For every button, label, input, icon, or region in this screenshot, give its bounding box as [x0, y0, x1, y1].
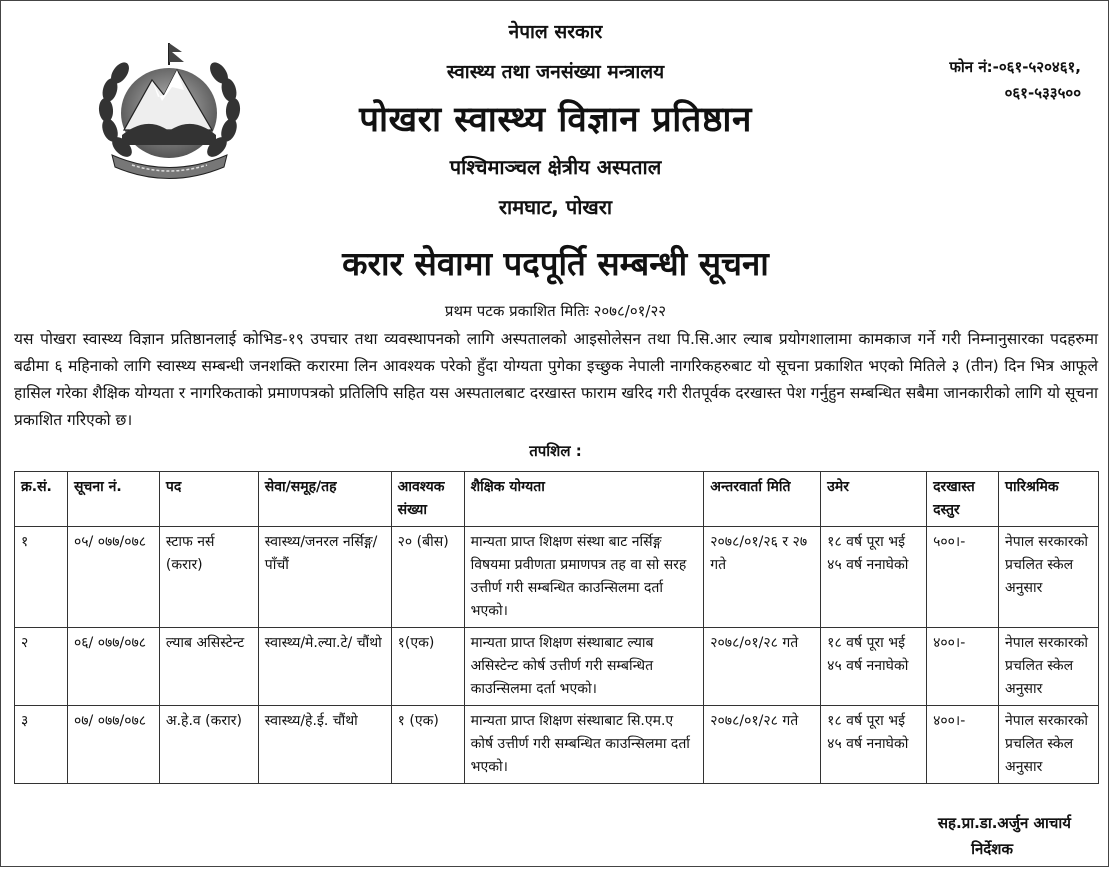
vacancy-table: [14, 471, 1099, 784]
signatory-title: निर्देशक: [971, 840, 1013, 858]
header-cell: आवश्यक संख्या: [391, 472, 464, 527]
header-cell: पारिश्रमिक: [999, 472, 1099, 527]
table-cell: ५००।-: [927, 527, 999, 628]
header-cell: उमेर: [821, 472, 927, 527]
location: रामघाट, पोखरा: [498, 195, 613, 219]
table-cell: १(एक): [391, 628, 464, 706]
table-row: [15, 527, 1099, 628]
phone-line-1: फोन नं:-०६१-५२०४६१,: [949, 58, 1081, 76]
header-cell: सूचना नं.: [67, 472, 159, 527]
table-cell: १८ वर्ष पूरा भई ४५ वर्ष ननाघेको: [821, 628, 927, 706]
table-cell: नेपाल सरकारको प्रचलित स्केल अनुसार: [999, 706, 1099, 784]
table-cell: ४००।-: [927, 628, 999, 706]
details-label: तपशिल :: [529, 442, 582, 460]
table-cell: स्वास्थ्य/मे.ल्या.टे/ चौंथो: [258, 628, 391, 706]
table-cell: २०७८/०१/२८ गते: [704, 628, 821, 706]
phone-numbers: [949, 54, 1081, 106]
table-cell: १८ वर्ष पूरा भई ४५ वर्ष ननाघेको: [821, 706, 927, 784]
table-cell: ल्याब असिस्टेन्ट: [159, 628, 258, 706]
header-cell: सेवा/समूह/तह: [258, 472, 391, 527]
institute-name: पोखरा स्वास्थ्य विज्ञान प्रतिष्ठान: [359, 100, 752, 140]
table-cell: १८ वर्ष पूरा भई ४५ वर्ष ननाघेको: [821, 527, 927, 628]
table-cell: मान्यता प्राप्त शिक्षण संस्थाबाट सि.एम.ए कोर्ष उत्तीर्ण गरी सम्बन्धित काउन्सिलमा दर्ता भएको।: [464, 706, 704, 784]
header-cell: अन्तरवार्ता मिति: [704, 472, 821, 527]
table-cell: ३: [15, 706, 68, 784]
signatory-name: सह.प्रा.डा.अर्जुन आचार्य: [937, 814, 1071, 832]
phone-line-2: ०६१-५३३५००: [1004, 84, 1081, 102]
table-cell: ०५/ ०७७/०७८: [67, 527, 159, 628]
header-cell: पद: [159, 472, 258, 527]
header-cell: शैक्षिक योग्यता: [464, 472, 704, 527]
table-cell: मान्यता प्राप्त शिक्षण संस्था बाट नर्सिङ्ग विषयमा प्रवीणता प्रमाणपत्र तह वा सो सरह उत्तीर्ण गरी सम्बन्धित काउन्सिलमा दर्ता भएको।: [464, 527, 704, 628]
table-cell: २० (बीस): [391, 527, 464, 628]
table-row: [15, 706, 1099, 784]
header-cell: क्र.सं.: [15, 472, 68, 527]
table-cell: २०७८/०१/२६ र २७ गते: [704, 527, 821, 628]
table-cell: १: [15, 527, 68, 628]
header-cell: दरखास्त दस्तुर: [927, 472, 999, 527]
table-cell: ०६/ ०७७/०७८: [67, 628, 159, 706]
table-cell: ०७/ ०७७/०७८: [67, 706, 159, 784]
ministry-name: स्वास्थ्य तथा जनसंख्या मन्त्रालय: [446, 61, 665, 83]
table-cell: अ.हे.व (करार): [159, 706, 258, 784]
table-cell: २०७८/०१/२८ गते: [704, 706, 821, 784]
table-row: [15, 628, 1099, 706]
table-cell: नेपाल सरकारको प्रचलित स्केल अनुसार: [999, 527, 1099, 628]
table-cell: स्टाफ नर्स (करार): [159, 527, 258, 628]
published-date: प्रथम पटक प्रकाशित मितिः २०७८/०१/२२: [444, 302, 667, 320]
table-cell: २: [15, 628, 68, 706]
government-name: नेपाल सरकार: [508, 21, 603, 43]
table-cell: मान्यता प्राप्त शिक्षण संस्थाबाट ल्याब असिस्टेन्ट कोर्ष उत्तीर्ण गरी सम्बन्धित काउन्सिलमा दर्ता भएको।: [464, 628, 704, 706]
notice-body: यस पोखरा स्वास्थ्य विज्ञान प्रतिष्ठानलाई कोभिड-१९ उपचार तथा व्यवस्थापनको लागि अस्पतालको आइसोलेसन तथा पि.सि.आर ल्याब प्रयोगशालामा कामकाज गर्ने गरी निम्नानुसारका पदहरुमा बढीमा ६ महिनाको लागि स्वास्थ्य सम्बन्धी जनशक्ति करारमा लिन आवश्यक परेको हुँदा योग्यता पुगेका इच्छुक नेपाली नागरिकहरुबाट यो सूचना प्रकाशित भएको मितिले ३ (तीन) दिन भित्र आफूले हासिल गरेका शैक्षिक योग्यता र नागरिकताको प्रमाणपत्रको प्रतिलिपि सहित यस अस्पतालबाट दरखास्त फाराम खरिद गरी रीतपूर्वक दरखास्त पेश गर्नुहुन सम्बन्धित सबैमा जानकारीको लागि यो सूचना प्रकाशित गरिएको छ।: [14, 330, 1098, 429]
table-cell: ४००।-: [927, 706, 999, 784]
table-cell: नेपाल सरकारको प्रचलित स्केल अनुसार: [999, 628, 1099, 706]
table-cell: स्वास्थ्य/जनरल नर्सिङ्ग/ पाँचौं: [258, 527, 391, 628]
table-cell: १ (एक): [391, 706, 464, 784]
notice-title: करार सेवामा पदपूर्ति सम्बन्धी सूचना: [342, 244, 769, 283]
signature-block: [938, 810, 1071, 862]
table-header-row: [15, 472, 1099, 527]
hospital-name: पश्चिमाञ्चल क्षेत्रीय अस्पताल: [449, 155, 662, 179]
table-cell: स्वास्थ्य/हे.ई. चौंथो: [258, 706, 391, 784]
